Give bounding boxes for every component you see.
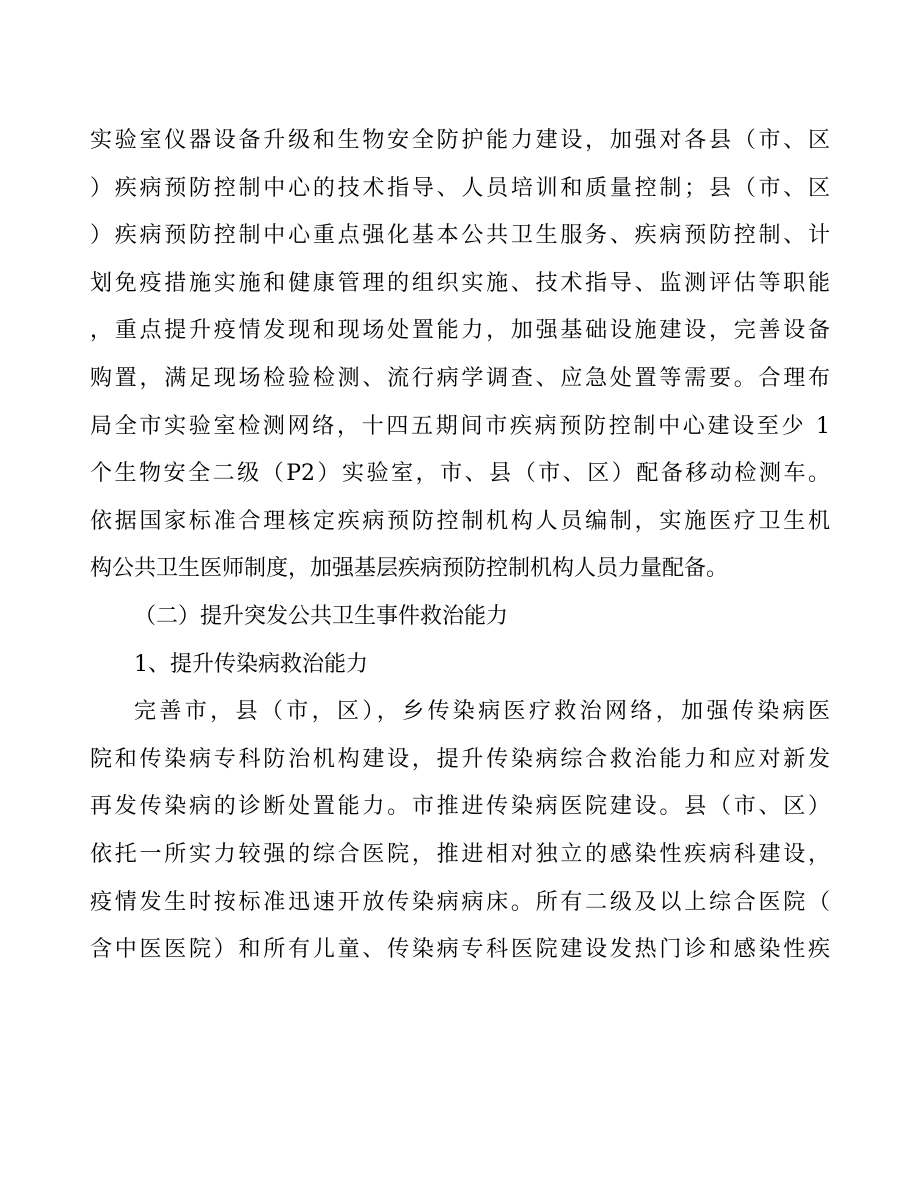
text-line: 购置，满足现场检验检测、流行病学调查、应急处置等需要。合理布 [90, 365, 830, 391]
text-line: 划免疫措施实施和健康管理的组织实施、技术指导、监测评估等职能 [90, 270, 830, 296]
text-line: ）疾病预防控制中心重点强化基本公共卫生服务、疾病预防控制、计 [90, 223, 830, 249]
section-heading: （二）提升突发公共卫生事件救治能力 [134, 603, 509, 629]
text-line: ）疾病预防控制中心的技术指导、人员培训和质量控制；县（市、区 [90, 175, 830, 201]
document-body [90, 117, 830, 974]
text-line: 局全市实验室检测网络，十四五期间市疾病预防控制中心建设至少 1 [90, 413, 830, 439]
text-line: 依托一所实力较强的综合医院，推进相对独立的感染性疾病科建设， [90, 841, 830, 867]
text-line: 个生物安全二级（P2）实验室，市、县（市、区）配备移动检测车。 [90, 461, 830, 487]
text-line: 含中医医院）和所有儿童、传染病专科医院建设发热门诊和感染性疾 [90, 937, 830, 963]
text-line: 依据国家标准合理核定疾病预防控制机构人员编制，实施医疗卫生机 [90, 508, 830, 534]
text-line: 完善市，县（市，区），乡传染病医疗救治网络，加强传染病医 [134, 699, 830, 725]
subsection-heading: 1、提升传染病救治能力 [134, 651, 368, 677]
text-line: 再发传染病的诊断处置能力。市推进传染病医院建设。县（市、区） [90, 794, 830, 820]
text-line: 疫情发生时按标准迅速开放传染病病床。所有二级及以上综合医院（ [90, 889, 830, 915]
text-line: 构公共卫生医师制度，加强基层疾病预防控制机构人员力量配备。 [90, 556, 729, 582]
text-line: 院和传染病专科防治机构建设，提升传染病综合救治能力和应对新发 [90, 746, 830, 772]
text-line: 实验室仪器设备升级和生物安全防护能力建设，加强对各县（市、区 [90, 128, 830, 153]
text-line: ，重点提升疫情发现和现场处置能力，加强基础设施建设，完善设备 [90, 318, 830, 344]
